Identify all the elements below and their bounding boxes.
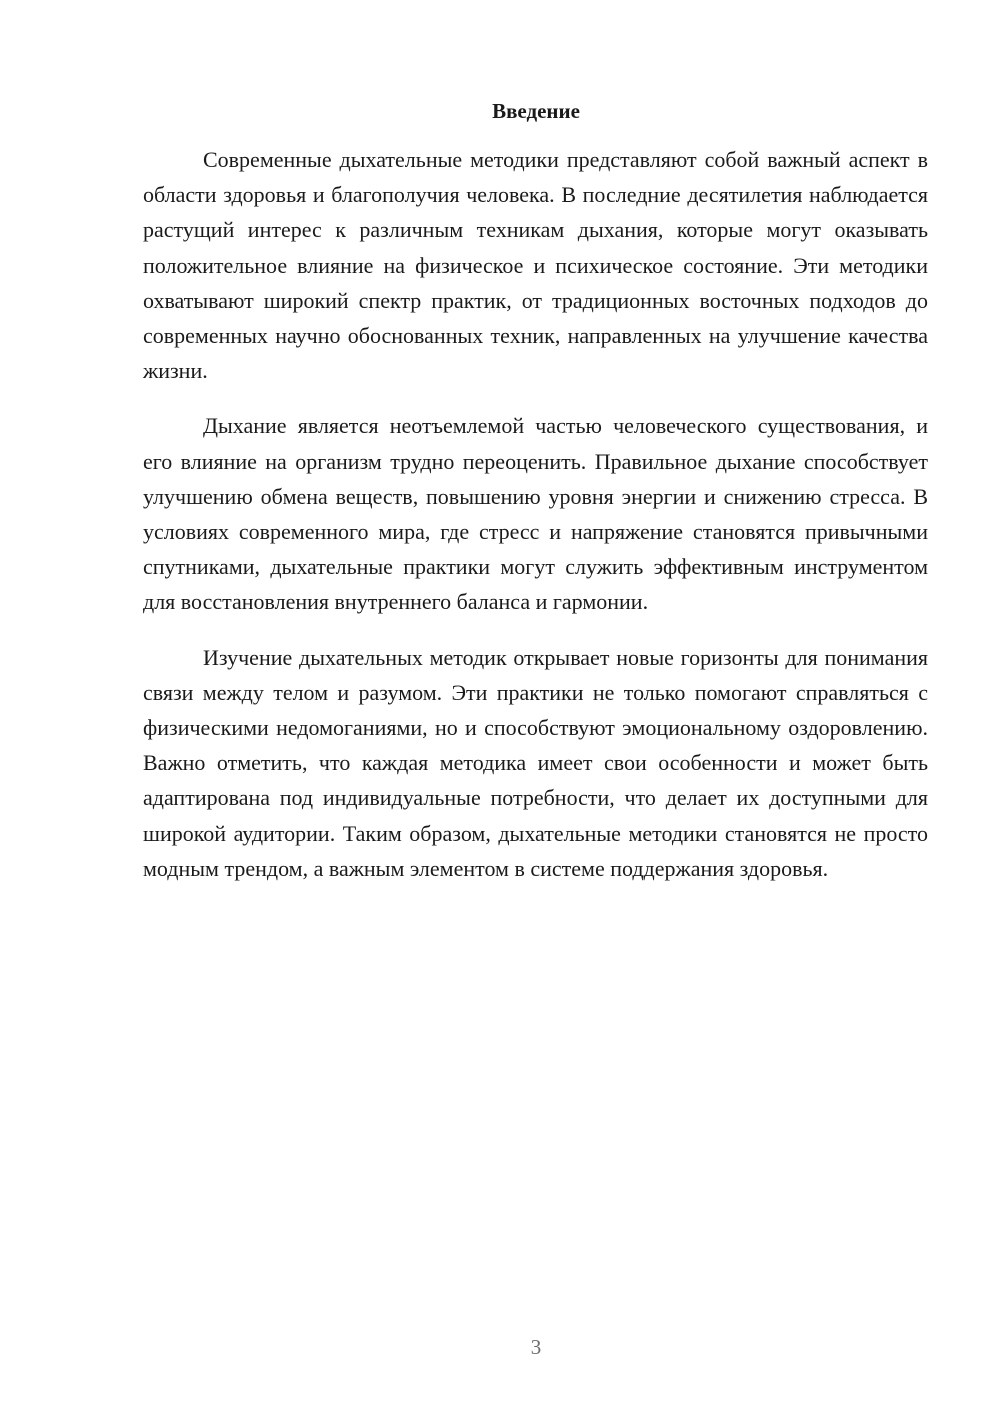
paragraph-1: Современные дыхательные методики представляют собой важный аспект в области здоровья и благополучия человека. В последние десятилетия наблюдается растущий интерес к различным техникам дыхания, которые могут оказывать положительное влияние на физическое и психическое состояние. Эти методики охватывают широкий спектр практик, от традиционных восточных подходов до современных научно обоснованных техник, направленных на улучшение качества жизни. — [143, 147, 928, 384]
page-number: 3 — [530, 1335, 542, 1359]
paragraph-3: Изучение дыхательных методик открывает новые горизонты для понимания связи между телом и разумом. Эти практики не только помогают справляться с физическими недомоганиями, но и способствуют эмоциональному оздоровлению. Важно отметить, что каждая методика имеет свои особенности и может быть адаптирована под индивидуальные потребности, что делает их доступными для широкой аудитории. Таким образом, дыхательные методики становятся не просто модным трендом, а важным элементом в системе поддержания здоровья. — [143, 644, 928, 881]
paragraph-2: Дыхание является неотъемлемой частью человеческого существования, и его влияние на организм трудно переоценить. Правильное дыхание способствует улучшению обмена веществ, повышению уровня энергии и снижению стресса. В условиях современного мира, где стресс и напряжение становятся привычными спутниками, дыхательные практики могут служить эффективным инструментом для восстановления внутреннего баланса и гармонии. — [143, 413, 928, 615]
section-heading: Введение — [492, 99, 580, 123]
body-text — [143, 142, 928, 906]
